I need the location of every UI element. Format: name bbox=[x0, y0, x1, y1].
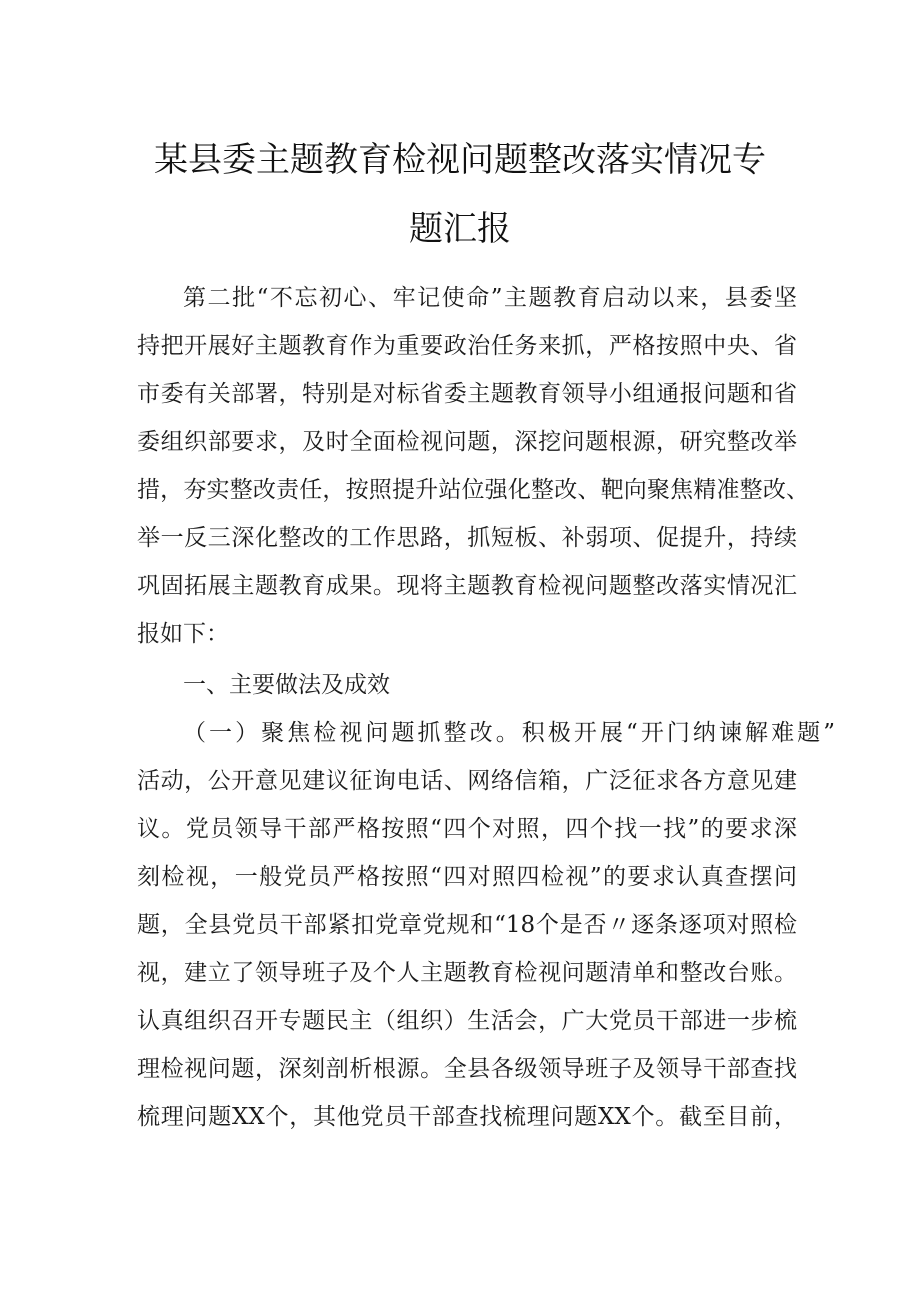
paragraph-line: 市委有关部署，特别是对标省委主题教育领导小组通报问题和省 bbox=[137, 381, 797, 407]
paragraph-line: 理检视问题，深刻剖析根源。全县各级领导班子及领导干部查找 bbox=[137, 1056, 797, 1082]
paragraph-line: 报如下： bbox=[137, 621, 229, 647]
document-title-line-2: 题汇报 bbox=[409, 209, 511, 249]
paragraph-line: 持把开展好主题教育作为重要政治任务来抓，严格按照中央、省 bbox=[137, 333, 797, 359]
paragraph-line: 巩固拓展主题教育成果。现将主题教育检视问题整改落实情况汇 bbox=[137, 573, 797, 599]
document-title-line-1: 某县委主题教育检视问题整改落实情况专 bbox=[154, 140, 766, 180]
paragraph-line: 刻检视，一般党员严格按照“四对照四检视”的要求认真查摆问 bbox=[137, 864, 797, 890]
section-heading: 一、主要做法及成效 bbox=[183, 672, 390, 698]
paragraph-line: 第二批“不忘初心、牢记使命”主题教育启动以来，县委坚 bbox=[183, 285, 797, 311]
paragraph-line: 活动，公开意见建议征询电话、网络信箱，广泛征求各方意见建 bbox=[137, 768, 797, 794]
paragraph-line: 委组织部要求，及时全面检视问题，深挖问题根源，研究整改举 bbox=[137, 429, 797, 455]
paragraph-line: 议。党员领导干部严格按照“四个对照，四个找一找”的要求深 bbox=[137, 816, 797, 842]
paragraph-line: （一）聚焦检视问题抓整改。积极开展“开门纳谏解难题” bbox=[183, 720, 835, 746]
paragraph-line: 视，建立了领导班子及个人主题教育检视问题清单和整改台账。 bbox=[137, 960, 797, 986]
paragraph-line: 梳理问题XX个，其他党员干部查找梳理问题XX个。截至目前， bbox=[137, 1104, 797, 1130]
paragraph-line: 举一反三深化整改的工作思路，抓短板、补弱项、促提升，持续 bbox=[137, 525, 797, 551]
paragraph-line: 措，夯实整改责任，按照提升站位强化整改、靶向聚焦精准整改、 bbox=[137, 477, 809, 503]
paragraph-line: 认真组织召开专题民主（组织）生活会，广大党员干部进一步梳 bbox=[137, 1008, 797, 1034]
paragraph-line: 题，全县党员干部紧扣党章党规和“18个是否〃逐条逐项对照检 bbox=[137, 912, 797, 938]
